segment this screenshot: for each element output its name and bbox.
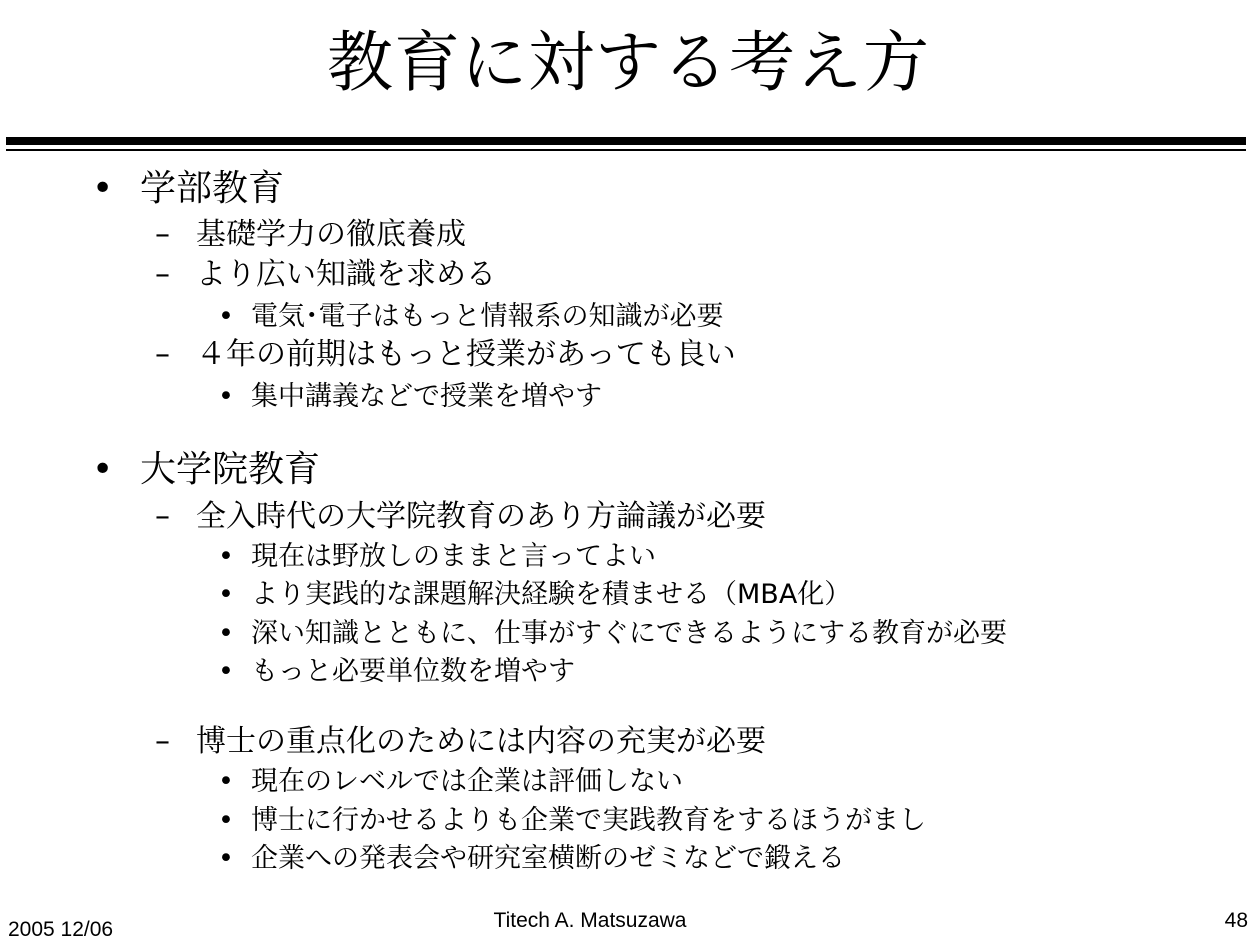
slide-title: 教育に対する考え方 xyxy=(327,24,930,101)
list-item: 基礎学力の徹底養成 xyxy=(196,217,466,252)
list-item: 博士の重点化のためには内容の充実が必要 xyxy=(196,724,766,759)
dash-marker: – xyxy=(155,724,170,759)
title-divider-thick xyxy=(6,137,1246,145)
bullet-marker: • xyxy=(218,579,234,610)
title-divider-thin xyxy=(6,149,1246,151)
dash-marker: – xyxy=(155,257,170,292)
sub-list-item: 集中講義などで授業を増やす xyxy=(251,381,602,412)
footer-date: 2005 12/06 xyxy=(8,918,114,941)
sub-list-item: 深い知識とともに、仕事がすぐにできるようにする教育が必要 xyxy=(251,618,1007,649)
sub-list-item: 企業への発表会や研究室横断のゼミなどで鍛える xyxy=(251,843,845,874)
section-heading: 大学院教育 xyxy=(140,449,321,490)
section-heading: 学部教育 xyxy=(140,168,285,209)
bullet-marker: • xyxy=(218,843,234,874)
bullet-marker: • xyxy=(218,766,234,797)
sub-list-item: 電気･電子はもっと情報系の知識が必要 xyxy=(251,301,724,332)
bullet-marker: • xyxy=(92,168,114,209)
list-item: ４年の前期はもっと授業があっても良い xyxy=(196,337,736,372)
dash-marker: – xyxy=(155,499,170,534)
bullet-marker: • xyxy=(92,449,114,490)
sub-list-item: 現在のレベルでは企業は評価しない xyxy=(251,766,683,797)
bullet-marker: • xyxy=(218,618,234,649)
list-item: より広い知識を求める xyxy=(196,257,496,292)
sub-list-item: より実践的な課題解決経験を積ませる（MBA化） xyxy=(251,579,852,610)
bullet-marker: • xyxy=(218,805,234,836)
dash-marker: – xyxy=(155,337,170,372)
bullet-marker: • xyxy=(218,541,234,572)
footer-author: Titech A. Matsuzawa xyxy=(493,909,687,932)
list-item: 全入時代の大学院教育のあり方論議が必要 xyxy=(196,499,766,534)
bullet-marker: • xyxy=(218,301,234,332)
page-number: 48 xyxy=(1224,909,1248,932)
sub-list-item: 現在は野放しのままと言ってよい xyxy=(251,541,656,572)
bullet-marker: • xyxy=(218,656,234,687)
sub-list-item: もっと必要単位数を増やす xyxy=(251,656,575,687)
dash-marker: – xyxy=(155,217,170,252)
sub-list-item: 博士に行かせるよりも企業で実践教育をするほうがまし xyxy=(251,805,926,836)
bullet-marker: • xyxy=(218,381,234,412)
